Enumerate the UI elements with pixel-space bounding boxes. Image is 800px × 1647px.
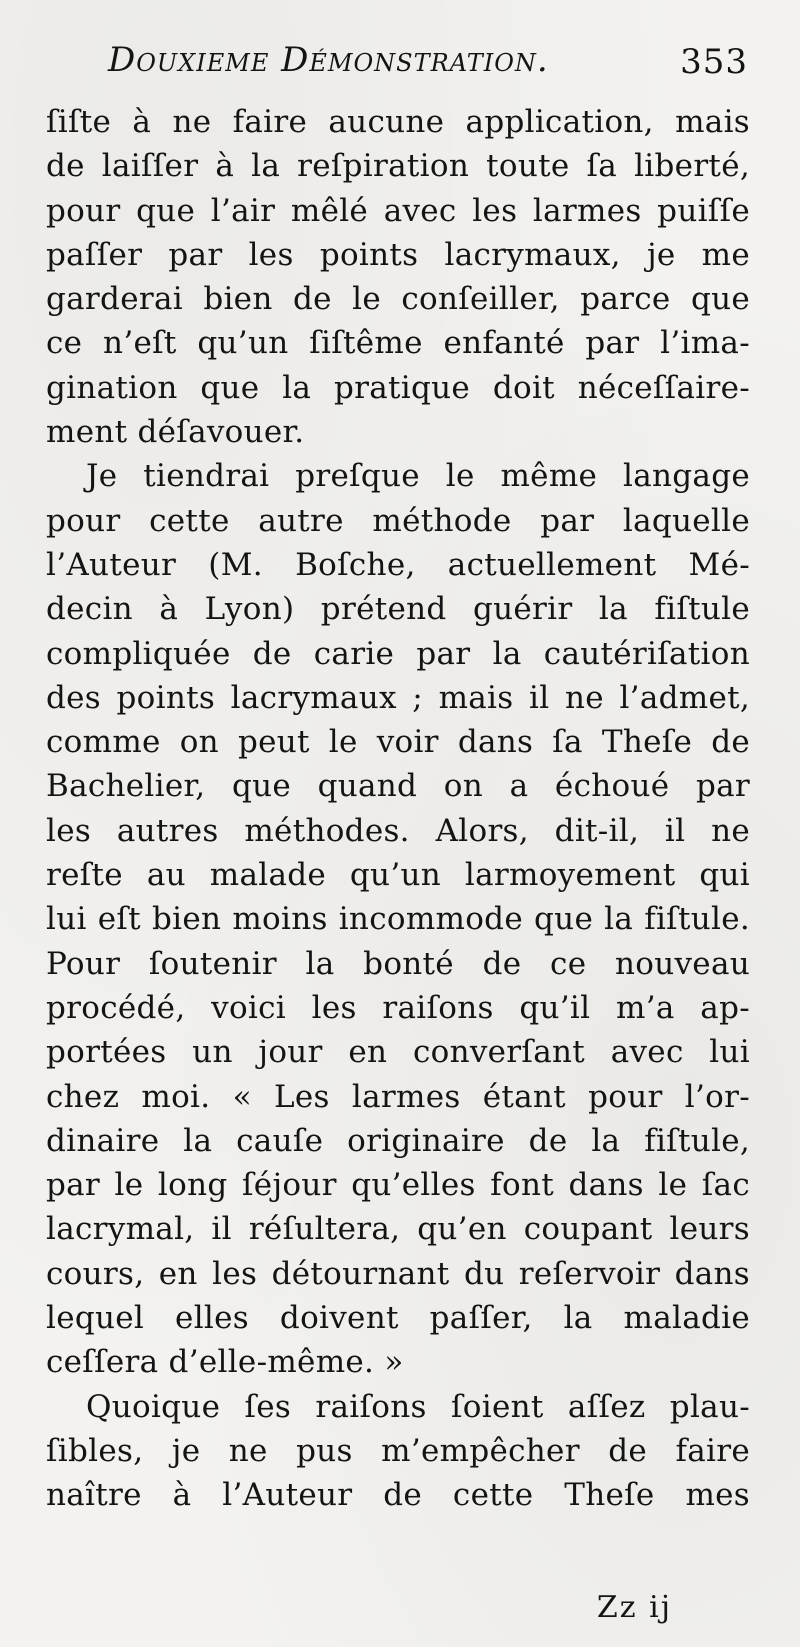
text-line: chez moi. « Les larmes étant pour l’or-: [46, 1078, 750, 1115]
text-line: cours, en les détournant du reſervoir dans: [46, 1255, 750, 1292]
running-header: [108, 40, 748, 90]
text-line: lui eſt bien moins incommode que la fiſtule.: [46, 901, 750, 938]
paragraph-start-line: Je tiendrai preſque le même langage: [86, 458, 750, 495]
text-line: les autres méthodes. Alors, dit-il, il ne: [46, 812, 750, 849]
text-line: ceſſera d’elle-même. »: [46, 1344, 404, 1381]
text-line: portées un jour en converſant avec lui: [46, 1034, 750, 1071]
text-line: pour cette autre méthode par laquelle: [46, 502, 750, 539]
text-line: garderai bien de le conſeiller, parce que: [46, 281, 750, 318]
text-line: Bachelier, que quand on a échoué par: [46, 768, 750, 805]
text-line: reſte au malade qu’un larmoyement qui: [46, 857, 750, 894]
text-line: gination que la pratique doit néceſſaire-: [46, 369, 750, 406]
signature-mark: Zz ij: [596, 1590, 672, 1625]
text-line: naître à l’Auteur de cette Theſe mes: [46, 1477, 750, 1514]
text-line: lacrymal, il réſultera, qu’en coupant leurs: [46, 1211, 750, 1248]
text-line: compliquée de carie par la cautériſation: [46, 635, 750, 672]
text-line: Pour ſoutenir la bonté de ce nouveau: [46, 945, 750, 982]
text-line: l’Auteur (M. Boſche, actuellement Mé-: [46, 546, 750, 583]
text-line: pour que l’air mêlé avec les larmes puiſſe: [46, 192, 750, 229]
text-line: par le long ſéjour qu’elles font dans le ſac: [46, 1167, 750, 1204]
text-line: dinaire la cauſe originaire de la fiſtule,: [46, 1122, 750, 1159]
text-line: decin à Lyon) prétend guérir la fiſtule: [46, 591, 750, 628]
text-line: ſiſte à ne faire aucune application, mais: [46, 104, 750, 140]
text-line: procédé, voici les raiſons qu’il m’a ap-: [46, 989, 750, 1026]
text-line: de laiſſer à la reſpiration toute ſa liberté,: [46, 148, 750, 185]
body-text: [46, 100, 750, 1518]
page-number: 353: [680, 42, 748, 82]
text-line: comme on peut le voir dans ſa Theſe de: [46, 724, 750, 761]
text-line: ce n’eſt qu’un ſiſtême enfanté par l’ima-: [46, 325, 750, 362]
text-line: lequel elles doivent paſſer, la maladie: [46, 1300, 750, 1337]
text-line: ment déſavouer.: [46, 414, 305, 451]
text-line: paſſer par les points lacrymaux, je me: [46, 236, 750, 273]
text-line: des points lacrymaux ; mais il ne l’admet,: [46, 679, 750, 716]
running-title: Douxieme Démonstration.: [108, 40, 549, 80]
text-line: ſibles, je ne pus m’empêcher de faire: [46, 1432, 750, 1469]
paragraph-start-line: Quoique ſes raiſons ſoient aſſez plau-: [86, 1388, 750, 1425]
